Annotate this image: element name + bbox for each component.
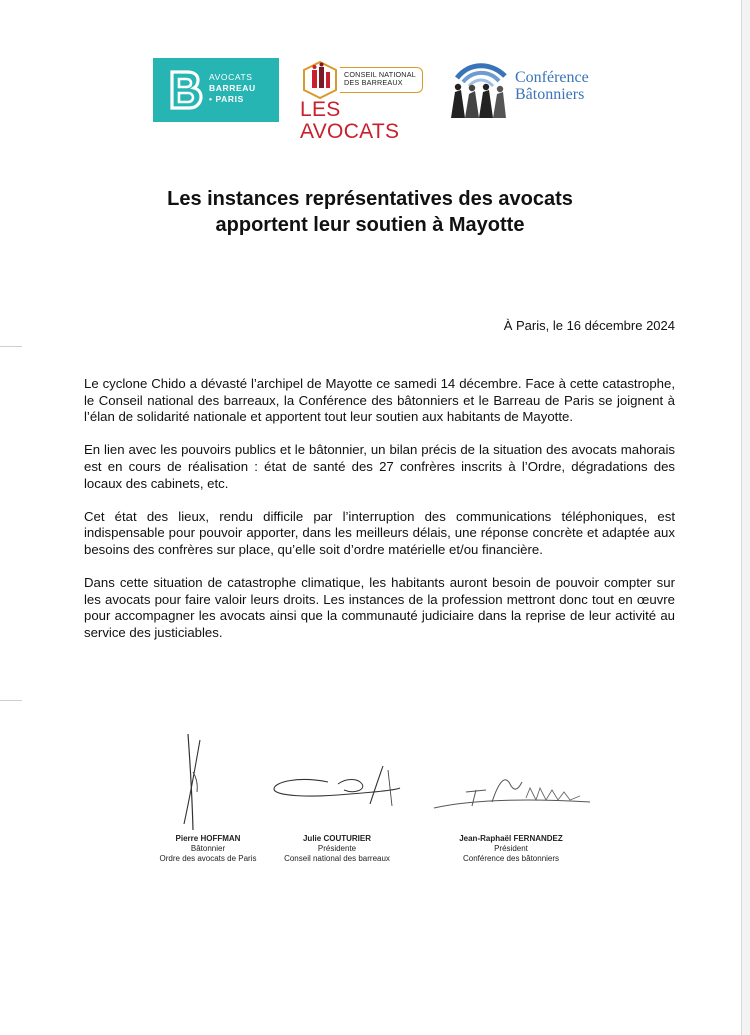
signatory-name: Julie COUTURIER	[302, 834, 371, 843]
page-edge-mark	[0, 700, 22, 701]
signatory-role: Bâtonnier	[190, 844, 226, 853]
body-paragraph: Cet état des lieux, rendu difficile par l’interruption des communications téléphoniques, est indispensable pour pouvoir apporter, dans les meilleurs délais, une réponse concrète et adaptée aux besoins des confrères sur place, qu’elle soit d’ordre matérielle et/ou financière.	[84, 508, 675, 557]
cnb-logo-line1: CONSEIL NATIONAL	[344, 70, 416, 79]
barreau-de-paris-logo	[153, 58, 279, 122]
cnb-logo-line2: DES BARREAUX	[344, 78, 403, 87]
body-paragraph: Le cyclone Chido a dévasté l’archipel de Mayotte ce samedi 14 décembre. Face à cette catastrophe, le Conseil national des barreaux, la Conférence des bâtonniers et le Barreau de Paris se joignent à l’élan de solidarité nationale et apportent tout leur soutien aux habitants de Mayotte.	[84, 376, 675, 425]
signatory-org: Ordre des avocats de Paris	[159, 854, 257, 863]
signatory-role: Président	[494, 844, 528, 853]
paris-logo-line3: • PARIS	[209, 94, 244, 104]
conference-emblem-icon	[443, 56, 513, 122]
cnb-emblem-icon	[301, 60, 339, 100]
page-title	[100, 186, 640, 238]
signatory-role: Présidente	[317, 844, 357, 853]
signatory-name: Pierre HOFFMAN	[175, 834, 241, 843]
dateline: À Paris, le 16 décembre 2024	[503, 318, 675, 333]
signatory-name: Jean-Raphaël FERNANDEZ	[459, 834, 563, 843]
signature-fernandez	[430, 770, 595, 812]
barreau-b-icon	[169, 70, 203, 110]
conference-logo-line2: Bâtonniers	[515, 86, 585, 103]
paris-logo-line2: BARREAU	[209, 83, 256, 93]
body-paragraph: Dans cette situation de catastrophe climatique, les habitants auront besoin de pouvoir compter sur les avocats pour faire valoir leurs droits. Les instances de la profession mettront donc tout en œuvre pour accompagner les avocats ainsi que la communauté judiciaire dans la reprise de leur activité au service des justiciables.	[84, 575, 675, 640]
cnb-logo-wordmark: LES AVOCATS	[300, 98, 400, 143]
title-line1: Les instances représentatives des avocats	[167, 188, 573, 210]
signatory-org: Conférence des bâtonniers	[462, 854, 560, 863]
paris-logo-line1: AVOCATS	[209, 72, 253, 82]
press-release-body	[84, 376, 675, 658]
signatory-org: Conseil national des barreaux	[284, 854, 390, 863]
page-edge-mark	[0, 346, 22, 347]
signatory-fernandez	[426, 834, 596, 864]
body-paragraph: En lien avec les pouvoirs publics et le bâtonnier, un bilan précis de la situation des avocats mahorais est en cours de réalisation : état de santé des 27 confrères inscrits à l’Ordre, dégradations des locaux des cabinets, etc.	[84, 442, 675, 491]
title-line2: apportent leur soutien à Mayotte	[215, 214, 525, 236]
signature-couturier	[268, 762, 408, 810]
conference-logo-line1: Conférence	[515, 69, 589, 86]
cnb-logo	[300, 60, 425, 143]
signatory-couturier	[252, 834, 422, 864]
conference-batonniers-logo	[443, 56, 603, 124]
signature-hoffman	[170, 732, 220, 832]
